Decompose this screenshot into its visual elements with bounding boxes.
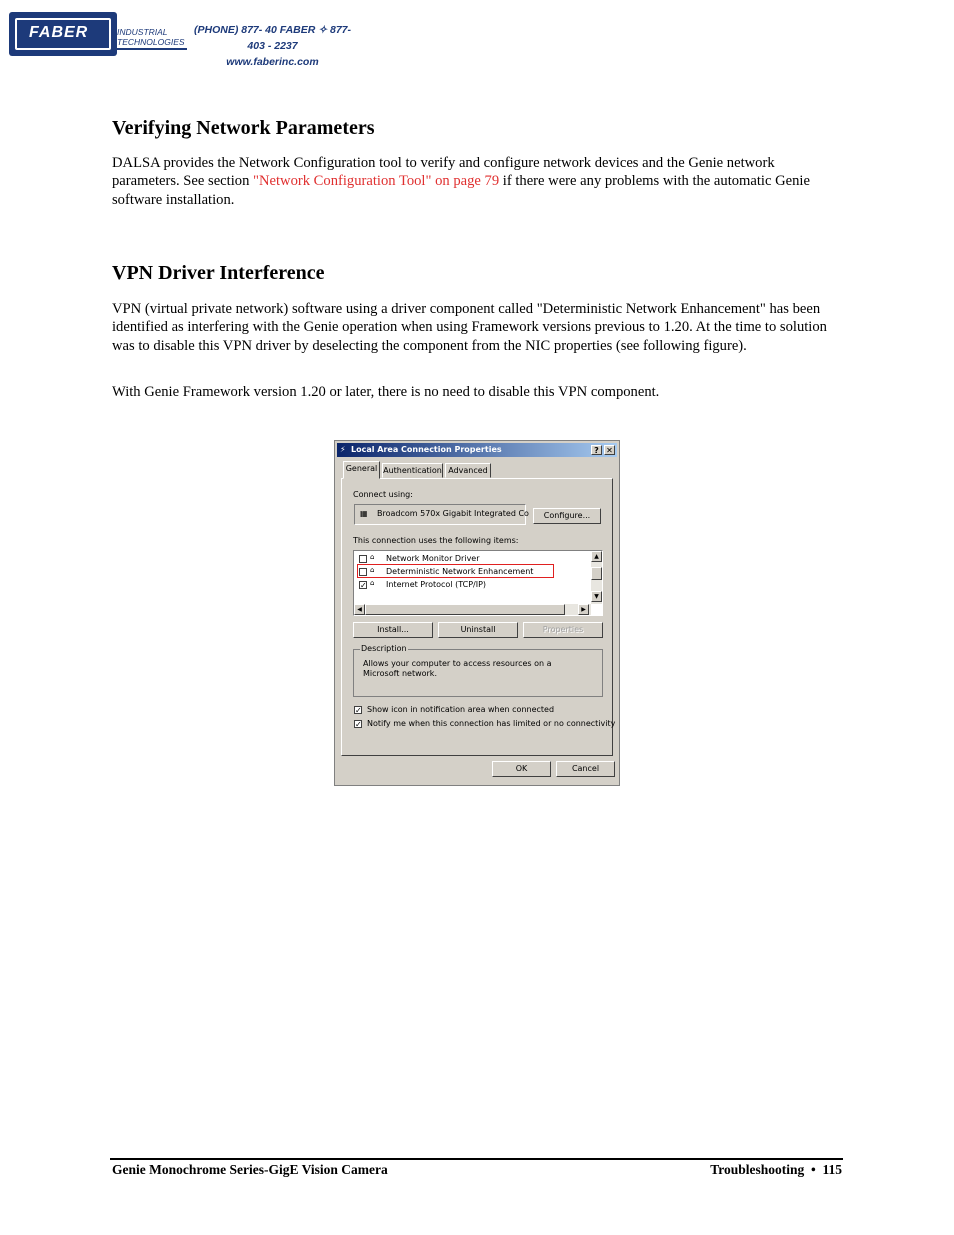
logo-subtitle: INDUSTRIAL TECHNOLOGIES [117, 27, 185, 47]
description-label: Description [361, 644, 407, 653]
red-highlight-box [357, 564, 554, 578]
notify-label[interactable]: Notify me when this connection has limited or no connectivity [367, 719, 616, 728]
dialog-title: Local Area Connection Properties [351, 445, 502, 454]
footer-rule [110, 1158, 843, 1160]
uninstall-button[interactable]: Uninstall [438, 622, 518, 638]
link-page-79[interactable]: on page 79 [431, 173, 500, 190]
section-heading-verifying: Verifying Network Parameters [112, 117, 375, 139]
items-label: This connection uses the following items: [353, 536, 519, 545]
dialog-titlebar [337, 443, 617, 457]
list-item-dne[interactable]: Deterministic Network Enhancement [386, 567, 534, 576]
scroll-right-icon[interactable]: ▶ [578, 604, 589, 615]
scroll-up-icon[interactable]: ▲ [591, 551, 602, 562]
tab-authentication[interactable]: Authentication [382, 463, 443, 478]
scroll-thumb[interactable] [591, 567, 602, 580]
horizontal-scrollbar[interactable] [354, 604, 591, 615]
tab-general[interactable]: General [343, 461, 380, 479]
network-component-icon: ⌂ [370, 566, 375, 574]
properties-button[interactable]: Properties [523, 622, 603, 638]
adapter-name: Broadcom 570x Gigabit Integrated Co [377, 509, 529, 518]
install-button[interactable]: Install... [353, 622, 433, 638]
general-tab-panel [341, 478, 616, 756]
network-icon: ⚡ [340, 445, 346, 454]
show-icon-checkbox[interactable]: ✓ [355, 706, 362, 715]
logo-underline [117, 48, 187, 50]
lan-properties-dialog [334, 440, 620, 786]
network-component-icon: ⌂ [370, 579, 375, 587]
close-button[interactable]: ✕ [604, 445, 615, 455]
company-logo [9, 12, 359, 68]
scroll-thumb-horizontal[interactable] [365, 604, 565, 615]
section2-paragraph-1: VPN (virtual private network) software using a driver component called "Deterministic Network Enhancement" has been identified as interfering with the Genie operation when using Framework versions previous to 1.20. At the time to solution was to disable this VPN driver by deselecting the component from the NIC properties (see following figure). [112, 301, 827, 354]
website-link[interactable]: www.faberinc.com [226, 56, 319, 68]
phone-numbers: (PHONE) 877- 40 FABER ✧ 877- 403 - 2237 [193, 24, 351, 52]
ok-button[interactable]: OK [492, 761, 551, 777]
footer-page-number: Troubleshooting • 115 [710, 1162, 842, 1177]
notify-checkbox[interactable]: ✓ [355, 720, 362, 729]
link-network-config-tool[interactable]: "Network Configuration Tool" [253, 173, 432, 190]
adapter-icon: ▦ [360, 509, 368, 518]
item-checkbox-tcpip[interactable]: ✓ [360, 581, 367, 590]
list-item-network-monitor[interactable]: Network Monitor Driver [386, 554, 480, 563]
scroll-left-icon[interactable]: ◀ [354, 604, 365, 615]
section2-paragraph-2: With Genie Framework version 1.20 or later, there is no need to disable this VPN component. [112, 384, 660, 400]
description-group [353, 644, 603, 697]
components-list [353, 550, 603, 616]
tab-advanced[interactable]: Advanced [445, 463, 491, 478]
show-icon-label[interactable]: Show icon in notification area when connected [367, 705, 555, 714]
description-text: Allows your computer to access resources on a Microsoft network. [363, 659, 552, 678]
logo-badge [9, 12, 117, 56]
footer-document-title: Genie Monochrome Series-GigE Vision Camera [112, 1162, 388, 1177]
vertical-scrollbar[interactable] [591, 551, 602, 604]
adapter-field [354, 504, 529, 525]
section-heading-vpn: VPN Driver Interference [112, 262, 325, 284]
connect-using-label: Connect using: [353, 490, 413, 499]
cancel-button[interactable]: Cancel [556, 761, 615, 777]
item-checkbox-network-monitor[interactable] [359, 555, 367, 563]
logo-wordmark: FABER [29, 24, 89, 41]
section1-paragraph: DALSA provides the Network Configuration tool to verify and configure network devices and the Genie network parameters. See section "Network Configuration Tool" on page 79 if there were any problems with the automatic Genie software installation. [112, 155, 810, 208]
list-item-tcpip[interactable]: Internet Protocol (TCP/IP) [386, 580, 487, 589]
contact-info [185, 22, 360, 70]
network-component-icon: ⌂ [370, 553, 375, 561]
configure-button[interactable]: Configure... [533, 508, 601, 524]
help-button[interactable]: ? [591, 445, 602, 455]
scroll-down-icon[interactable]: ▼ [591, 591, 602, 602]
